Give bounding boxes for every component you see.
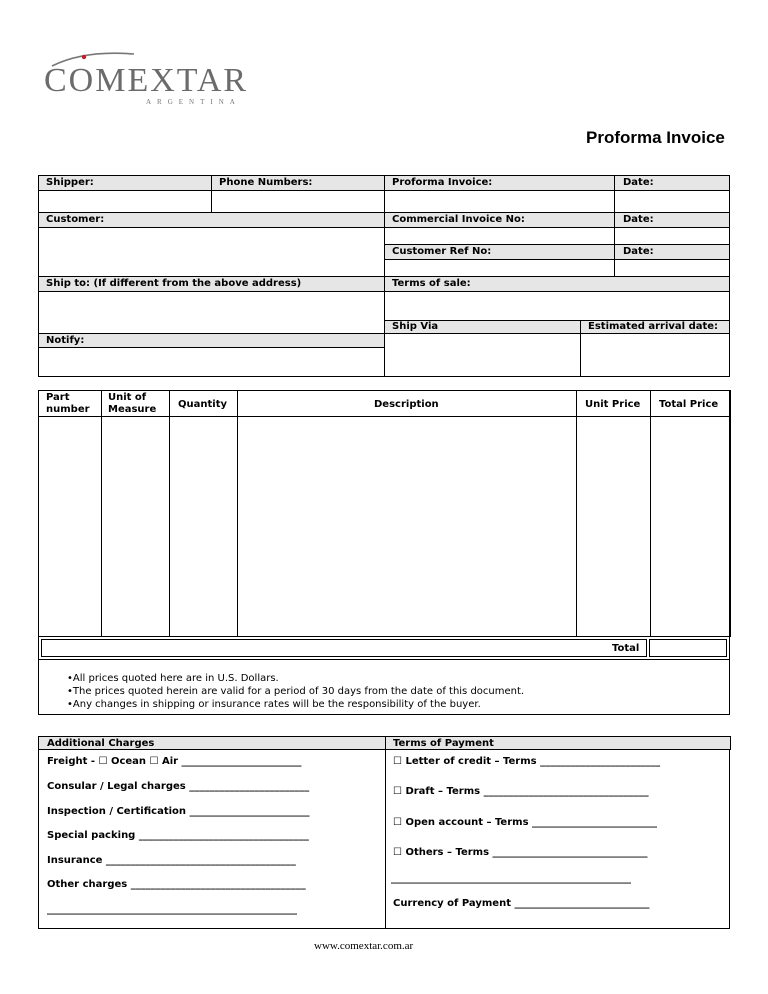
header-unit-price: Unit Price [585,399,641,410]
terms-of-sale-label: Terms of sale: [392,278,471,289]
col-description [237,390,577,637]
ship-via-label: Ship Via [392,321,439,332]
ship-to-label: Ship to: (If different from the above address) [46,278,302,289]
header-description: Description [374,399,439,410]
col-unit-of-measure [101,390,170,637]
inspection-line[interactable]: Inspection / Certification ________________________ [47,806,310,817]
logo-country: ARGENTINA [146,98,241,106]
arrival-label: Estimated arrival date: [588,321,719,332]
customer-ref-field[interactable] [384,259,615,277]
header-quantity: Quantity [178,399,227,410]
charges-title: Additional Charges [47,738,155,749]
letter-of-credit-line[interactable]: ☐ Letter of credit – Terms ________________________ [393,756,661,767]
header-part-line1: Part [46,392,70,403]
total-value-field[interactable] [649,639,727,657]
footer-website: www.comextar.com.ar [314,940,414,952]
date1-field[interactable] [614,190,730,213]
consular-line[interactable]: Consular / Legal charges ________________________ [47,781,310,792]
terms-of-sale-field[interactable] [384,291,730,321]
items-table [38,390,730,637]
phone-field[interactable] [211,190,385,213]
total-label-cell [41,639,647,657]
document-title: Proforma Invoice [586,128,725,147]
commercial-invoice-label: Commercial Invoice No: [392,214,525,225]
date3-field[interactable] [614,259,730,277]
date2-field[interactable] [614,227,730,245]
header-unit-line1: Unit of [108,392,147,403]
others-line[interactable]: ☐ Others – Terms _______________________________ [393,847,648,858]
header-part-number [46,392,90,416]
header-unit-line2: Measure [108,404,157,415]
insurance-line[interactable]: Insurance ______________________________________ [47,855,296,866]
charges-section [38,736,730,929]
currency-line[interactable]: Currency of Payment ___________________________ [393,898,650,909]
commercial-invoice-field[interactable] [384,227,615,245]
total-row [38,636,730,660]
draft-line[interactable]: ☐ Draft – Terms _________________________________ [393,786,649,797]
open-account-line[interactable]: ☐ Open account – Terms _________________________ [393,817,658,828]
date2-label: Date: [623,214,654,225]
note-validity: •The prices quoted herein are valid for a period of 30 days from the date of this document. [67,686,525,697]
charges-blank-line[interactable]: __________________________________________________ [47,904,297,915]
notify-label: Notify: [46,335,85,346]
date3-label: Date: [623,246,654,257]
ship-via-field[interactable] [384,333,581,377]
special-packing-line[interactable]: Special packing __________________________________ [47,830,309,841]
proforma-field[interactable] [384,190,615,213]
notify-label-cell [38,333,385,348]
items-header-divider [39,416,729,417]
freight-line[interactable]: Freight - ☐ Ocean ☐ Air ________________________ [47,756,302,767]
col-total-price [650,390,731,637]
header-unit-of-measure [108,392,156,416]
ship-to-field[interactable] [38,291,385,334]
note-rates: •Any changes in shipping or insurance rates will be the responsibility of the buyer. [67,699,481,710]
header-section [38,175,730,377]
customer-ref-label: Customer Ref No: [392,246,492,257]
date1-label: Date: [623,177,654,188]
payment-blank-line[interactable]: ________________________________________________ [391,873,631,884]
col-quantity [169,390,238,637]
shipper-field[interactable] [38,190,212,213]
shipper-label: Shipper: [46,177,94,188]
total-label: Total [612,643,640,654]
company-logo [44,48,249,110]
charges-divider [385,749,386,929]
other-charges-line[interactable]: Other charges ___________________________________ [47,879,306,890]
phone-label: Phone Numbers: [219,177,313,188]
logo-name: COMEXTAR [44,62,249,99]
col-part-number [38,390,102,637]
payment-title: Terms of Payment [393,738,494,749]
note-usd: •All prices quoted here are in U.S. Dollars. [67,673,279,684]
customer-field[interactable] [38,227,385,277]
arrival-field[interactable] [580,333,730,377]
proforma-label: Proforma Invoice: [392,177,493,188]
notes-box [38,659,730,715]
header-part-line2: number [46,404,90,415]
customer-label: Customer: [46,214,105,225]
header-total-price: Total Price [659,399,719,410]
notify-field[interactable] [38,347,385,377]
col-unit-price [576,390,651,637]
